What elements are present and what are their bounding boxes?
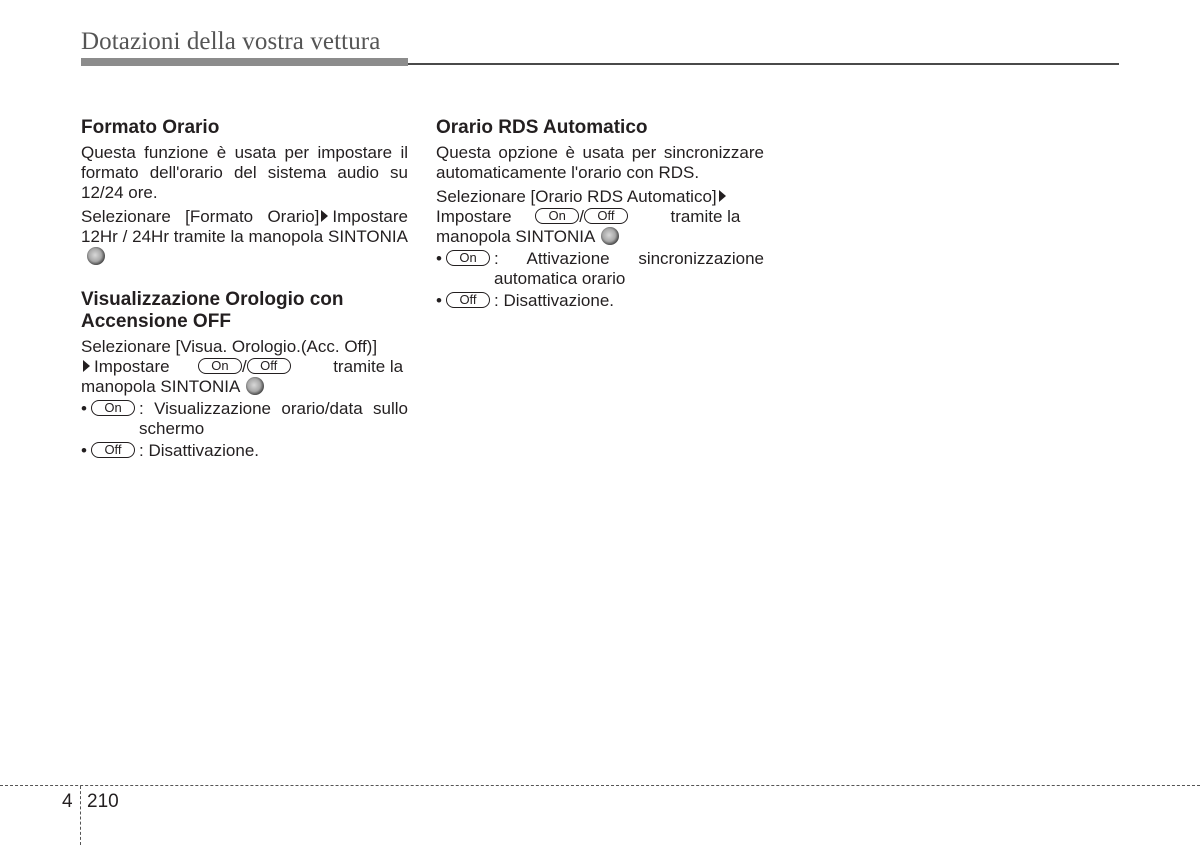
section-heading: Orario RDS Automatico: [436, 117, 648, 138]
right-triangle-icon: [83, 360, 90, 372]
list-item: [436, 291, 764, 311]
right-column: [436, 117, 764, 311]
select-text: Selezionare [Orario RDS Automatico]: [436, 187, 717, 206]
select-text: Selezionare [Formato Orario]: [81, 207, 320, 226]
list-item-text: : Attivazione sincronizzazione automatica orario: [494, 249, 764, 288]
select-instruction: [436, 187, 764, 247]
right-triangle-icon: [719, 190, 726, 202]
bullet: •: [436, 249, 442, 268]
tuning-knob-icon: [87, 247, 105, 265]
slash: /: [579, 207, 584, 226]
list-item-text: : Disattivazione.: [494, 291, 614, 310]
list-item-text: : Disattivazione.: [139, 441, 259, 460]
section-body: Questa opzione è usata per sincronizzare automaticamente l'orario con RDS.: [436, 143, 764, 182]
right-triangle-icon: [321, 210, 328, 222]
select-text: tramite la: [670, 207, 741, 226]
select-instruction: [81, 337, 408, 397]
page-header-title: Dotazioni della vostra vettura: [81, 28, 381, 55]
section-heading: Visualizzazione Orologio con Accensione OFF: [81, 289, 344, 332]
select-text: tramite la: [333, 357, 404, 376]
section-body: Questa funzione è usata per impostare il formato dell'orario del sistema audio su 12/24 ore.: [81, 143, 408, 202]
section-heading: Formato Orario: [81, 117, 220, 138]
bullet: •: [81, 399, 87, 418]
chapter-number: 4: [62, 791, 73, 812]
list-item: [436, 249, 764, 289]
select-text: manopola SINTONIA: [81, 377, 241, 396]
tuning-knob-icon: [601, 227, 619, 245]
bullet: •: [436, 291, 442, 310]
on-key-icon: On: [198, 358, 242, 374]
on-key-icon: On: [446, 250, 490, 266]
off-key-icon: Off: [91, 442, 135, 458]
select-text: manopola SINTONIA: [436, 227, 596, 246]
list-item: [81, 441, 408, 461]
on-key-icon: On: [535, 208, 579, 224]
off-key-wrap: [446, 291, 490, 311]
select-text: Selezionare [Visua. Orologio.(Acc. Off)]: [81, 337, 378, 356]
select-text: Impostare: [94, 357, 170, 376]
slash: /: [241, 357, 247, 376]
footer-divider: [80, 786, 81, 845]
tuning-knob-icon: [246, 377, 264, 395]
off-key-icon: Off: [247, 358, 291, 374]
header-rule-thick: [81, 58, 408, 66]
on-key-wrap: [91, 399, 135, 439]
list-item: [81, 399, 408, 439]
select-text: Impostare: [436, 207, 512, 226]
select-instruction: [81, 207, 408, 267]
header-rule-thin: [408, 63, 1119, 65]
list-item-text: : Visualizzazione orario/data sullo schermo: [139, 399, 408, 438]
left-column: [81, 117, 408, 461]
off-key-icon: Off: [584, 208, 628, 224]
select-text: Impostare 12Hr / 24Hr tramite la manopola SINTONIA: [81, 207, 408, 246]
page-number: 210: [87, 791, 119, 812]
off-key-wrap: [91, 441, 135, 461]
on-key-wrap: [446, 249, 490, 289]
off-key-icon: Off: [446, 292, 490, 308]
on-key-icon: On: [91, 400, 135, 416]
footer-rule: [0, 785, 1200, 786]
bullet: •: [81, 441, 87, 460]
